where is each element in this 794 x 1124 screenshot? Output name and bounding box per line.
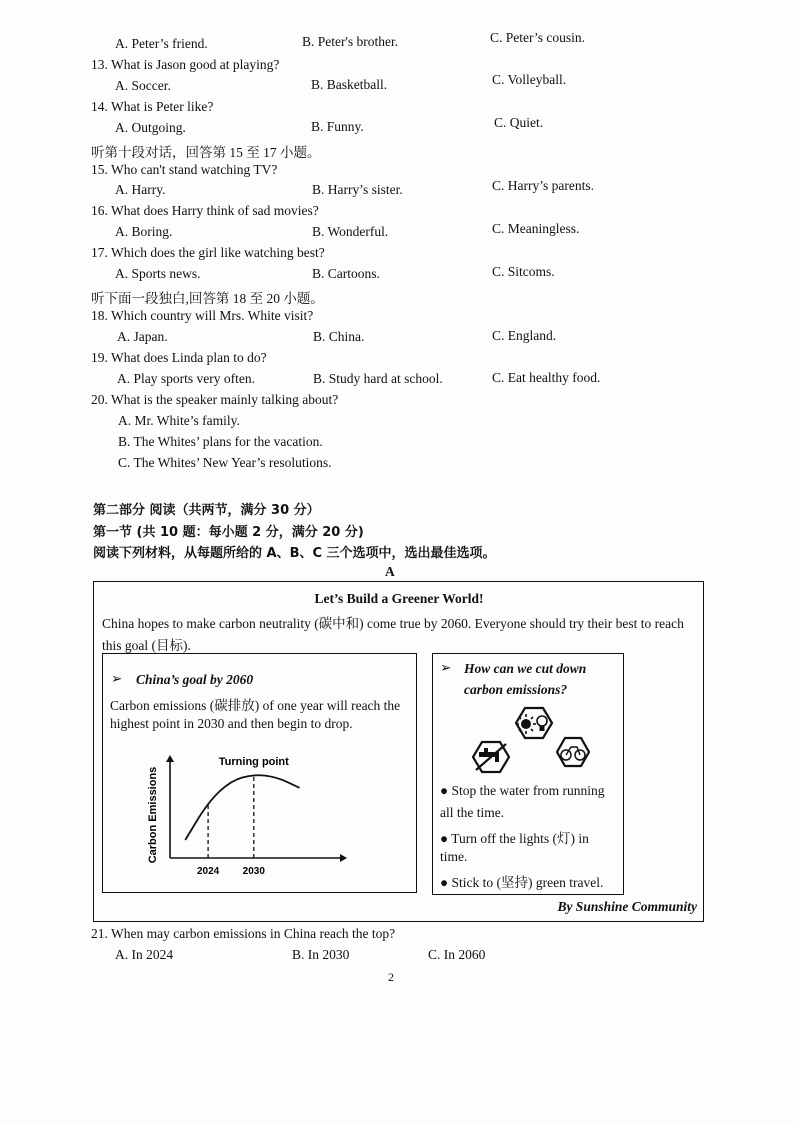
- emission-curve: [185, 775, 299, 840]
- passage-letter: A: [385, 564, 395, 579]
- q12-option-b: B. Peter's brother.: [302, 34, 399, 49]
- q20-option-c: C. The Whites’ New Year’s resolutions.: [118, 455, 332, 470]
- q17-stem: 17. Which does the girl like watching best?: [91, 245, 325, 260]
- q19-stem: 19. What does Linda plan to do?: [91, 350, 267, 365]
- q20-option-a: A. Mr. White’s family.: [118, 413, 240, 428]
- goal-heading: China’s goal by 2060: [136, 672, 254, 687]
- tips-arrow-icon: ➢: [440, 660, 452, 675]
- q15-option-b: B. Harry’s sister.: [312, 182, 403, 197]
- page-number: 2: [388, 970, 394, 984]
- q21-option-a: A. In 2024: [115, 947, 174, 962]
- passage-intro-line1: China hopes to make carbon neutrality (碳中和) come true by 2060. Everyone should try their best to reach: [102, 616, 684, 631]
- turning-point-label: Turning point: [218, 756, 289, 768]
- q16-option-a: A. Boring.: [115, 224, 173, 239]
- q17-option-a: A. Sports news.: [115, 266, 201, 281]
- tip-green-travel: ● Stick to (坚持) green travel.: [440, 875, 604, 890]
- q14-option-a: A. Outgoing.: [115, 120, 186, 135]
- part2-title: 第二部分 阅读（共两节，满分 30 分）: [93, 503, 320, 518]
- q18-option-c: C. England.: [492, 328, 557, 343]
- q13-stem: 13. What is Jason good at playing?: [91, 57, 280, 72]
- passage-title: Let’s Build a Greener World!: [314, 591, 484, 606]
- tip-lights-line1: ● Turn off the lights (灯) in: [440, 831, 589, 846]
- q15-option-a: A. Harry.: [115, 182, 166, 197]
- reading-instruction: 阅读下列材料，从每题所给的 A、B、C 三个选项中，选出最佳选项。: [93, 546, 496, 561]
- x-tick-label-2024: 2024: [196, 866, 220, 877]
- q16-stem: 16. What does Harry think of sad movies?: [91, 203, 319, 218]
- tips-heading-line1: How can we cut down: [464, 661, 587, 676]
- q21-option-c: C. In 2060: [428, 947, 486, 962]
- tips-heading-line2: carbon emissions?: [464, 682, 568, 697]
- passage-byline: By Sunshine Community: [557, 899, 697, 914]
- q14-option-c: C. Quiet.: [494, 115, 544, 130]
- q20-stem: 20. What is the speaker mainly talking about?: [91, 392, 339, 407]
- q20-option-b: B. The Whites’ plans for the vacation.: [118, 434, 323, 449]
- dialogue-10-instruction: 听第十段对话，回答第 15 至 17 小题。: [91, 145, 321, 160]
- q16-option-b: B. Wonderful.: [312, 224, 389, 239]
- q13-option-b: B. Basketball.: [311, 77, 388, 92]
- tip-lights-line2: time.: [440, 849, 468, 864]
- q16-option-c: C. Meaningless.: [492, 221, 580, 236]
- x-tick-label-2030: 2030: [242, 866, 265, 877]
- goal-body-line1: Carbon emissions (碳排放) of one year will reach the: [110, 698, 401, 713]
- q21-stem: 21. When may carbon emissions in China reach the top?: [91, 926, 396, 941]
- passage-intro-line2: this goal (目标).: [102, 638, 191, 653]
- q13-option-c: C. Volleyball.: [492, 72, 567, 87]
- q12-option-c: C. Peter’s cousin.: [490, 30, 585, 45]
- goal-arrow-icon: ➢: [111, 671, 123, 686]
- energy-saving-hexagons-icon: [462, 702, 602, 784]
- q14-option-b: B. Funny.: [311, 119, 364, 134]
- q17-option-b: B. Cartoons.: [312, 266, 380, 281]
- y-axis-arrow: [166, 755, 174, 762]
- q18-option-a: A. Japan.: [117, 329, 168, 344]
- goal-body-line2: highest point in 2030 and then begin to drop.: [110, 716, 353, 731]
- q18-option-b: B. China.: [313, 329, 365, 344]
- q19-option-a: A. Play sports very often.: [117, 371, 255, 386]
- x-axis-arrow: [340, 854, 347, 862]
- tip-water-line1: ● Stop the water from running: [440, 783, 605, 798]
- q15-option-c: C. Harry’s parents.: [492, 178, 594, 193]
- q19-option-c: C. Eat healthy food.: [492, 370, 601, 385]
- q14-stem: 14. What is Peter like?: [91, 99, 214, 114]
- carbon-emission-chart: [102, 738, 415, 888]
- q15-stem: 15. Who can't stand watching TV?: [91, 162, 278, 177]
- y-axis-label: Carbon Emissions: [147, 766, 159, 864]
- section1-title: 第一节 (共 10 题：每小题 2 分，满分 20 分): [93, 525, 364, 540]
- q13-option-a: A. Soccer.: [115, 78, 171, 93]
- q21-option-b: B. In 2030: [292, 947, 350, 962]
- q17-option-c: C. Sitcoms.: [492, 264, 555, 279]
- q18-stem: 18. Which country will Mrs. White visit?: [91, 308, 314, 323]
- q12-option-a: A. Peter’s friend.: [115, 36, 208, 51]
- monologue-instruction: 听下面一段独白,回答第 18 至 20 小题。: [91, 291, 324, 306]
- q19-option-b: B. Study hard at school.: [313, 371, 443, 386]
- tip-water-line2: all the time.: [440, 805, 505, 820]
